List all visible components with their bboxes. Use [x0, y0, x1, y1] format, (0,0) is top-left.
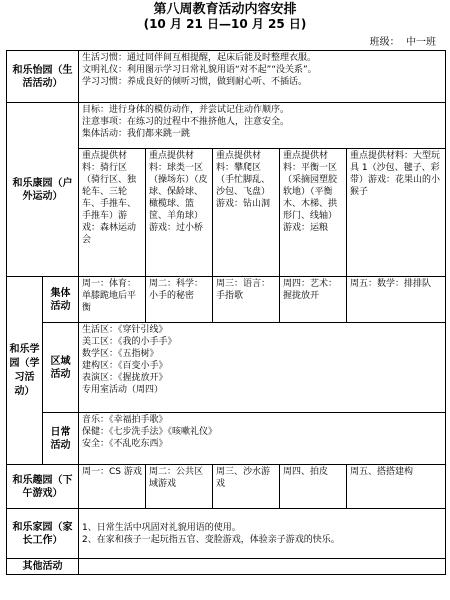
outdoor-goal-row	[7, 103, 446, 149]
learning-group-day	[280, 277, 347, 323]
outdoor-goal: 目标：进行身体的模仿动作，并尝试记住动作顺序。	[82, 105, 290, 115]
outdoor-day-cell	[79, 149, 146, 277]
learning-group-day	[347, 277, 446, 323]
outdoor-day-thu: 重点提供材料：平衡一区（采摘园塑胶软地）（平衡木、木梯、拱形门、线轴）游戏：运粮	[283, 151, 338, 233]
life-label: 和乐怡园（生活活动）	[7, 51, 79, 103]
learning-group-row	[7, 277, 446, 323]
outdoor-group-activity: 集体活动：我们都来跳一跳	[82, 129, 191, 139]
learning-area-row	[7, 323, 446, 413]
afternoon-label: 和乐趣园（下午游戏）	[7, 465, 79, 509]
outdoor-day-wed: 重点提供材料：攀爬区（手忙脚乱、沙包、飞盘）游戏：钻山洞	[216, 151, 271, 209]
outdoor-label: 和乐康园（户外运动）	[7, 103, 79, 277]
afternoon-day	[347, 465, 446, 509]
afternoon-thu: 周四、拍皮	[283, 467, 329, 477]
outdoor-notice: 注意事项：在练习的过程中不推挤他人，注意安全。	[82, 117, 290, 127]
afternoon-mon: 周一：CS 游戏	[82, 467, 142, 477]
date-range: (10 月 21 日—10 月 25 日)	[143, 17, 307, 31]
area-line: 美工区：《我的小手手》	[82, 337, 177, 347]
learning-routine-label: 日常活动	[43, 413, 79, 465]
outdoor-goal-cell	[79, 103, 446, 149]
area-line: 建构区：《百变小手》	[82, 361, 168, 371]
life-line: 文明礼仪：利用图示学习日常礼貌用语“对不起”“没关系”。	[82, 65, 317, 75]
learning-group-wed: 周三：语言：手指歌	[216, 279, 271, 301]
outdoor-day-tue: 重点提供材料：球类一区（操场东）（皮球、保龄球、橄榄球、篮筐、羊角球）游戏：过小桥	[149, 151, 208, 233]
learning-group-tue: 周二：科学：小手的秘密	[149, 279, 204, 301]
family-line: 2、在家和孩子一起玩指五官、变脸游戏，体验亲子游戏的快乐。	[82, 534, 340, 545]
learning-label: 和乐学园（学习活动）	[7, 277, 43, 465]
life-content	[79, 51, 446, 103]
afternoon-day	[79, 465, 146, 509]
afternoon-tue: 周二：公共区域游戏	[149, 467, 204, 489]
learning-group-fri: 周五：数学：排排队	[350, 279, 432, 289]
afternoon-row	[7, 465, 446, 509]
family-content	[79, 509, 446, 559]
learning-group-day	[213, 277, 280, 323]
life-row	[7, 51, 446, 103]
outdoor-day-cell	[213, 149, 280, 277]
area-line: 表演区：《握拢放开》	[82, 373, 168, 383]
outdoor-day-cell	[146, 149, 213, 277]
afternoon-day	[280, 465, 347, 509]
afternoon-wed: 周三、沙水游戏	[216, 467, 271, 489]
area-line: 数学区：《五指树》	[82, 349, 159, 359]
other-content	[79, 559, 446, 575]
routine-line: 音乐：《幸福拍手歌》	[82, 415, 168, 425]
life-line: 生活习惯：通过同伴间互相提醒，起床后能及时整理衣服。	[82, 53, 317, 63]
learning-group-mon: 周一：体育：单膝跪地后平衡	[82, 279, 137, 313]
learning-routine-content	[79, 413, 446, 465]
learning-routine-row	[7, 413, 446, 465]
learning-area-label: 区域活动	[43, 323, 79, 413]
afternoon-day	[146, 465, 213, 509]
family-row	[7, 509, 446, 559]
class-name: 中一班	[406, 37, 436, 48]
afternoon-fri: 周五、搭搭建构	[350, 467, 414, 477]
learning-area-content	[79, 323, 446, 413]
learning-group-day	[146, 277, 213, 323]
family-label: 和乐家园（家长工作）	[7, 509, 79, 559]
schedule-table	[6, 50, 446, 575]
outdoor-day-fri: 重点提供材料：大型玩具 1（沙包、毽子、彩带）游戏：花果山的小猴子	[350, 151, 441, 197]
life-line: 学习习惯：养成良好的倾听习惯，做到耐心听、不插话。	[82, 77, 308, 87]
area-line: 生活区：《穿针引线》	[82, 325, 168, 335]
family-line: 1、日常生活中巩固对礼貌用语的使用。	[82, 522, 241, 533]
learning-group-label: 集体活动	[43, 277, 79, 323]
outdoor-day-cell	[280, 149, 347, 277]
outdoor-day-cell	[347, 149, 446, 277]
class-label: 班级	[369, 37, 390, 48]
area-line: 专用室活动（周四）	[82, 385, 164, 395]
page-title: 第八周教育活动内容安排	[153, 2, 297, 17]
class-separator: ：	[389, 37, 400, 48]
routine-line: 保健：《七步洗手法》《咳嗽礼仪》	[82, 427, 218, 437]
learning-group-thu: 周四：艺术：握拢放开	[283, 279, 338, 301]
outdoor-day-mon: 重点提供材料：骑行区（骑行区、独轮车、三轮车、手推车、手推车）游戏：森林运动会	[82, 151, 137, 245]
other-row	[7, 559, 446, 575]
class-info	[370, 36, 436, 50]
afternoon-day	[213, 465, 280, 509]
learning-group-day	[79, 277, 146, 323]
routine-line: 安全：《不乱吃东西》	[82, 439, 168, 449]
other-label: 其他活动	[7, 559, 79, 575]
